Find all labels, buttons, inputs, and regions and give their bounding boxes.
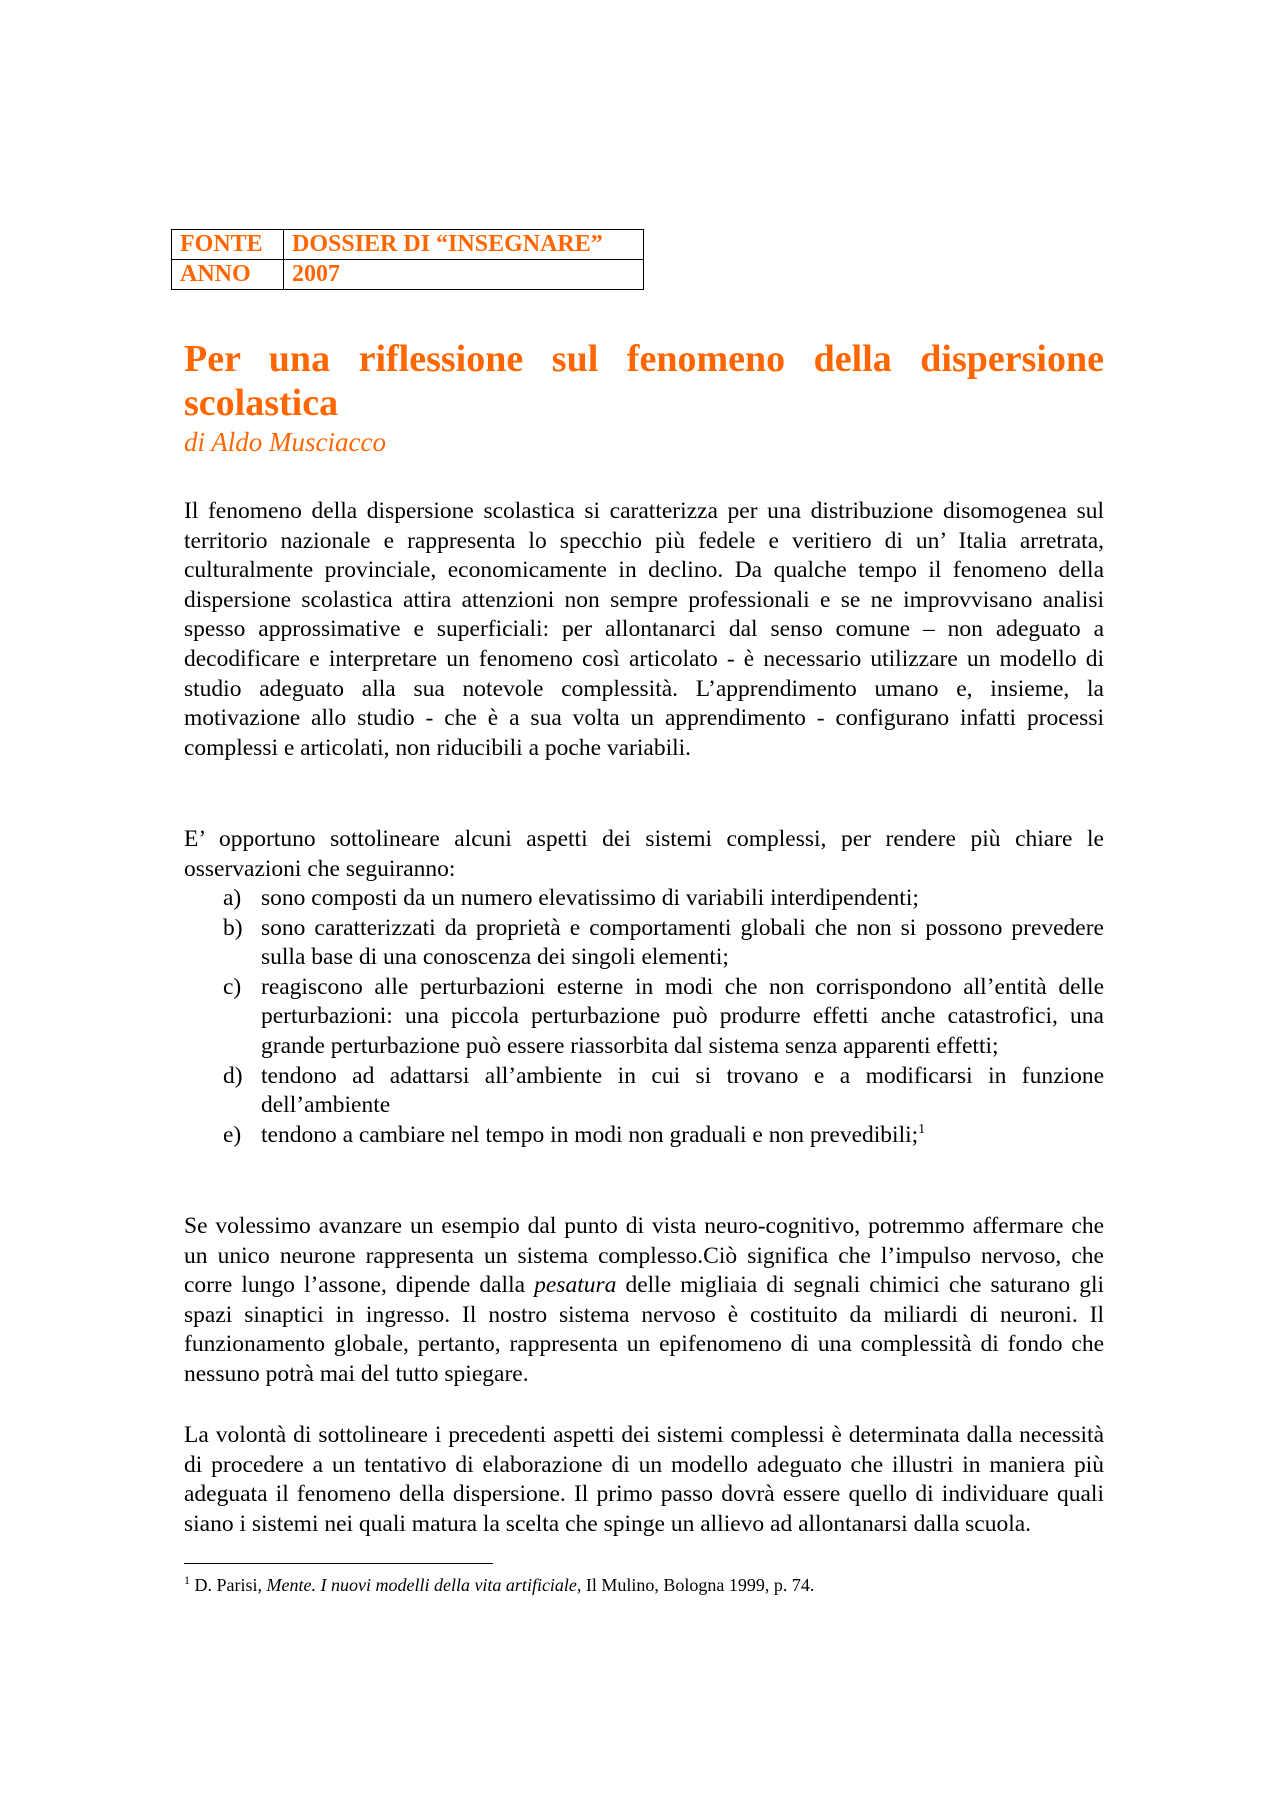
footnote-number: 1 [184, 1573, 190, 1587]
title-line-1: Per una riflessione sul fenomeno della dispersione [184, 338, 1104, 380]
paragraph-1: Il fenomeno della dispersione scolastica si caratterizza per una distribuzione disomogenea sul territorio nazionale e rappresenta lo specchio più fedele e veritiero di un’ Italia arretrata, culturalmente provinciale, economicamente in declino. Da qualche tempo il fenomeno della dispersione scolastica attira attenzioni non sempre professionali e se ne improvvisano analisi spesso approssimative e superficiali: per allontanarci dal senso comune – non adeguato a decodificare e interpretare un fenomeno così articolato - è necessario utilizzare un modello di studio adeguato alla sua notevole complessità. L’apprendimento umano e, insieme, la motivazione allo studio - che è a sua volta un apprendimento - configurano infatti processi complessi e articolati, non riducibili a poche variabili. [184, 498, 1104, 761]
paragraph-3-emphasis: pesatura [534, 1272, 617, 1299]
source-info-table [171, 229, 644, 290]
paragraph-4: La volontà di sottolineare i precedenti aspetti dei sistemi complessi è determinata dalla necessità di procedere a un tentativo di elaborazione di un modello adeguato che illustri in maniera più adeguata il fenomeno della dispersione. Il primo passo dovrà essere quello di individuare quali siano i sistemi nei quali matura la scelta che spinge un allievo ad allontanarsi dalla scuola. [184, 1422, 1104, 1537]
list-item [184, 1062, 1104, 1121]
list-item [184, 1121, 1104, 1151]
footnote-book-title: Mente. I nuovi modelli della vita artificiale, [266, 1575, 582, 1595]
footnote [184, 1573, 1104, 1597]
paragraph-2: E’ opportuno sottolineare alcuni aspetti dei sistemi complessi, per rendere più chiare le osservazioni che seguiranno: [184, 826, 1104, 882]
year-row [172, 260, 644, 290]
article-author: di Aldo Musciacco [184, 427, 386, 457]
footnote-divider [184, 1563, 493, 1564]
footnote-author: D. Parisi, [194, 1575, 267, 1595]
complex-systems-list [184, 884, 1104, 1150]
list-marker: d) [223, 1062, 243, 1089]
footnote-publisher: Il Mulino, Bologna 1999, p. 74. [581, 1575, 815, 1595]
title-line-2: scolastica [184, 382, 339, 424]
paragraph-3-text: Se volessimo avanzare un esempio dal punto di vista neuro-cognitivo, potremmo affermare che un unico neurone rappresenta un sistema complesso.Ciò significa che l’impulso nervoso, che corre lungo l’assone, dipende dalla [184, 1213, 1104, 1299]
list-item [184, 914, 1104, 973]
list-marker: b) [223, 914, 243, 941]
year-label: ANNO [172, 260, 284, 290]
source-row [172, 230, 644, 260]
list-item-text: tendono a cambiare nel tempo in modi non graduali e non prevedibili; [261, 1121, 919, 1148]
year-value: 2007 [284, 260, 644, 290]
list-marker: c) [223, 973, 242, 1000]
list-item-text: tendono ad adattarsi all’ambiente in cui si trovano e a modificarsi in funzione dell’ambiente [261, 1062, 1104, 1119]
list-item-text: sono caratterizzati da proprietà e comportamenti globali che non si possono prevedere sulla base di una conoscenza dei singoli elementi; [261, 914, 1104, 971]
article-title [184, 337, 1104, 425]
source-label: FONTE [172, 230, 284, 260]
list-item [184, 973, 1104, 1062]
list-marker: e) [223, 1121, 242, 1148]
paragraph-3-text-end: delle migliaia di segnali chimici che saturano gli spazi sinaptici in ingresso. Il nostro sistema nervoso è costituito da miliardi di neuroni. Il funzionamento globale, pertanto, rappresenta un epifenomeno di una complessità di fondo che nessuno potrà mai del tutto spiegare. [184, 1272, 1105, 1387]
list-item [184, 884, 1104, 914]
list-item-text: reagiscono alle perturbazioni esterne in modi che non corrispondono all’entità delle perturbazioni: una piccola perturbazione può produrre effetti anche catastrofici, una grande perturbazione può essere riassorbita dal sistema senza apparenti effetti; [261, 973, 1104, 1059]
footnote-reference[interactable]: 1 [918, 1121, 926, 1137]
paragraph-3 [184, 1212, 1104, 1390]
list-item-text: sono composti da un numero elevatissimo di variabili interdipendenti; [261, 885, 919, 911]
list-marker: a) [223, 885, 242, 911]
source-value: DOSSIER DI “INSEGNARE” [284, 230, 644, 260]
